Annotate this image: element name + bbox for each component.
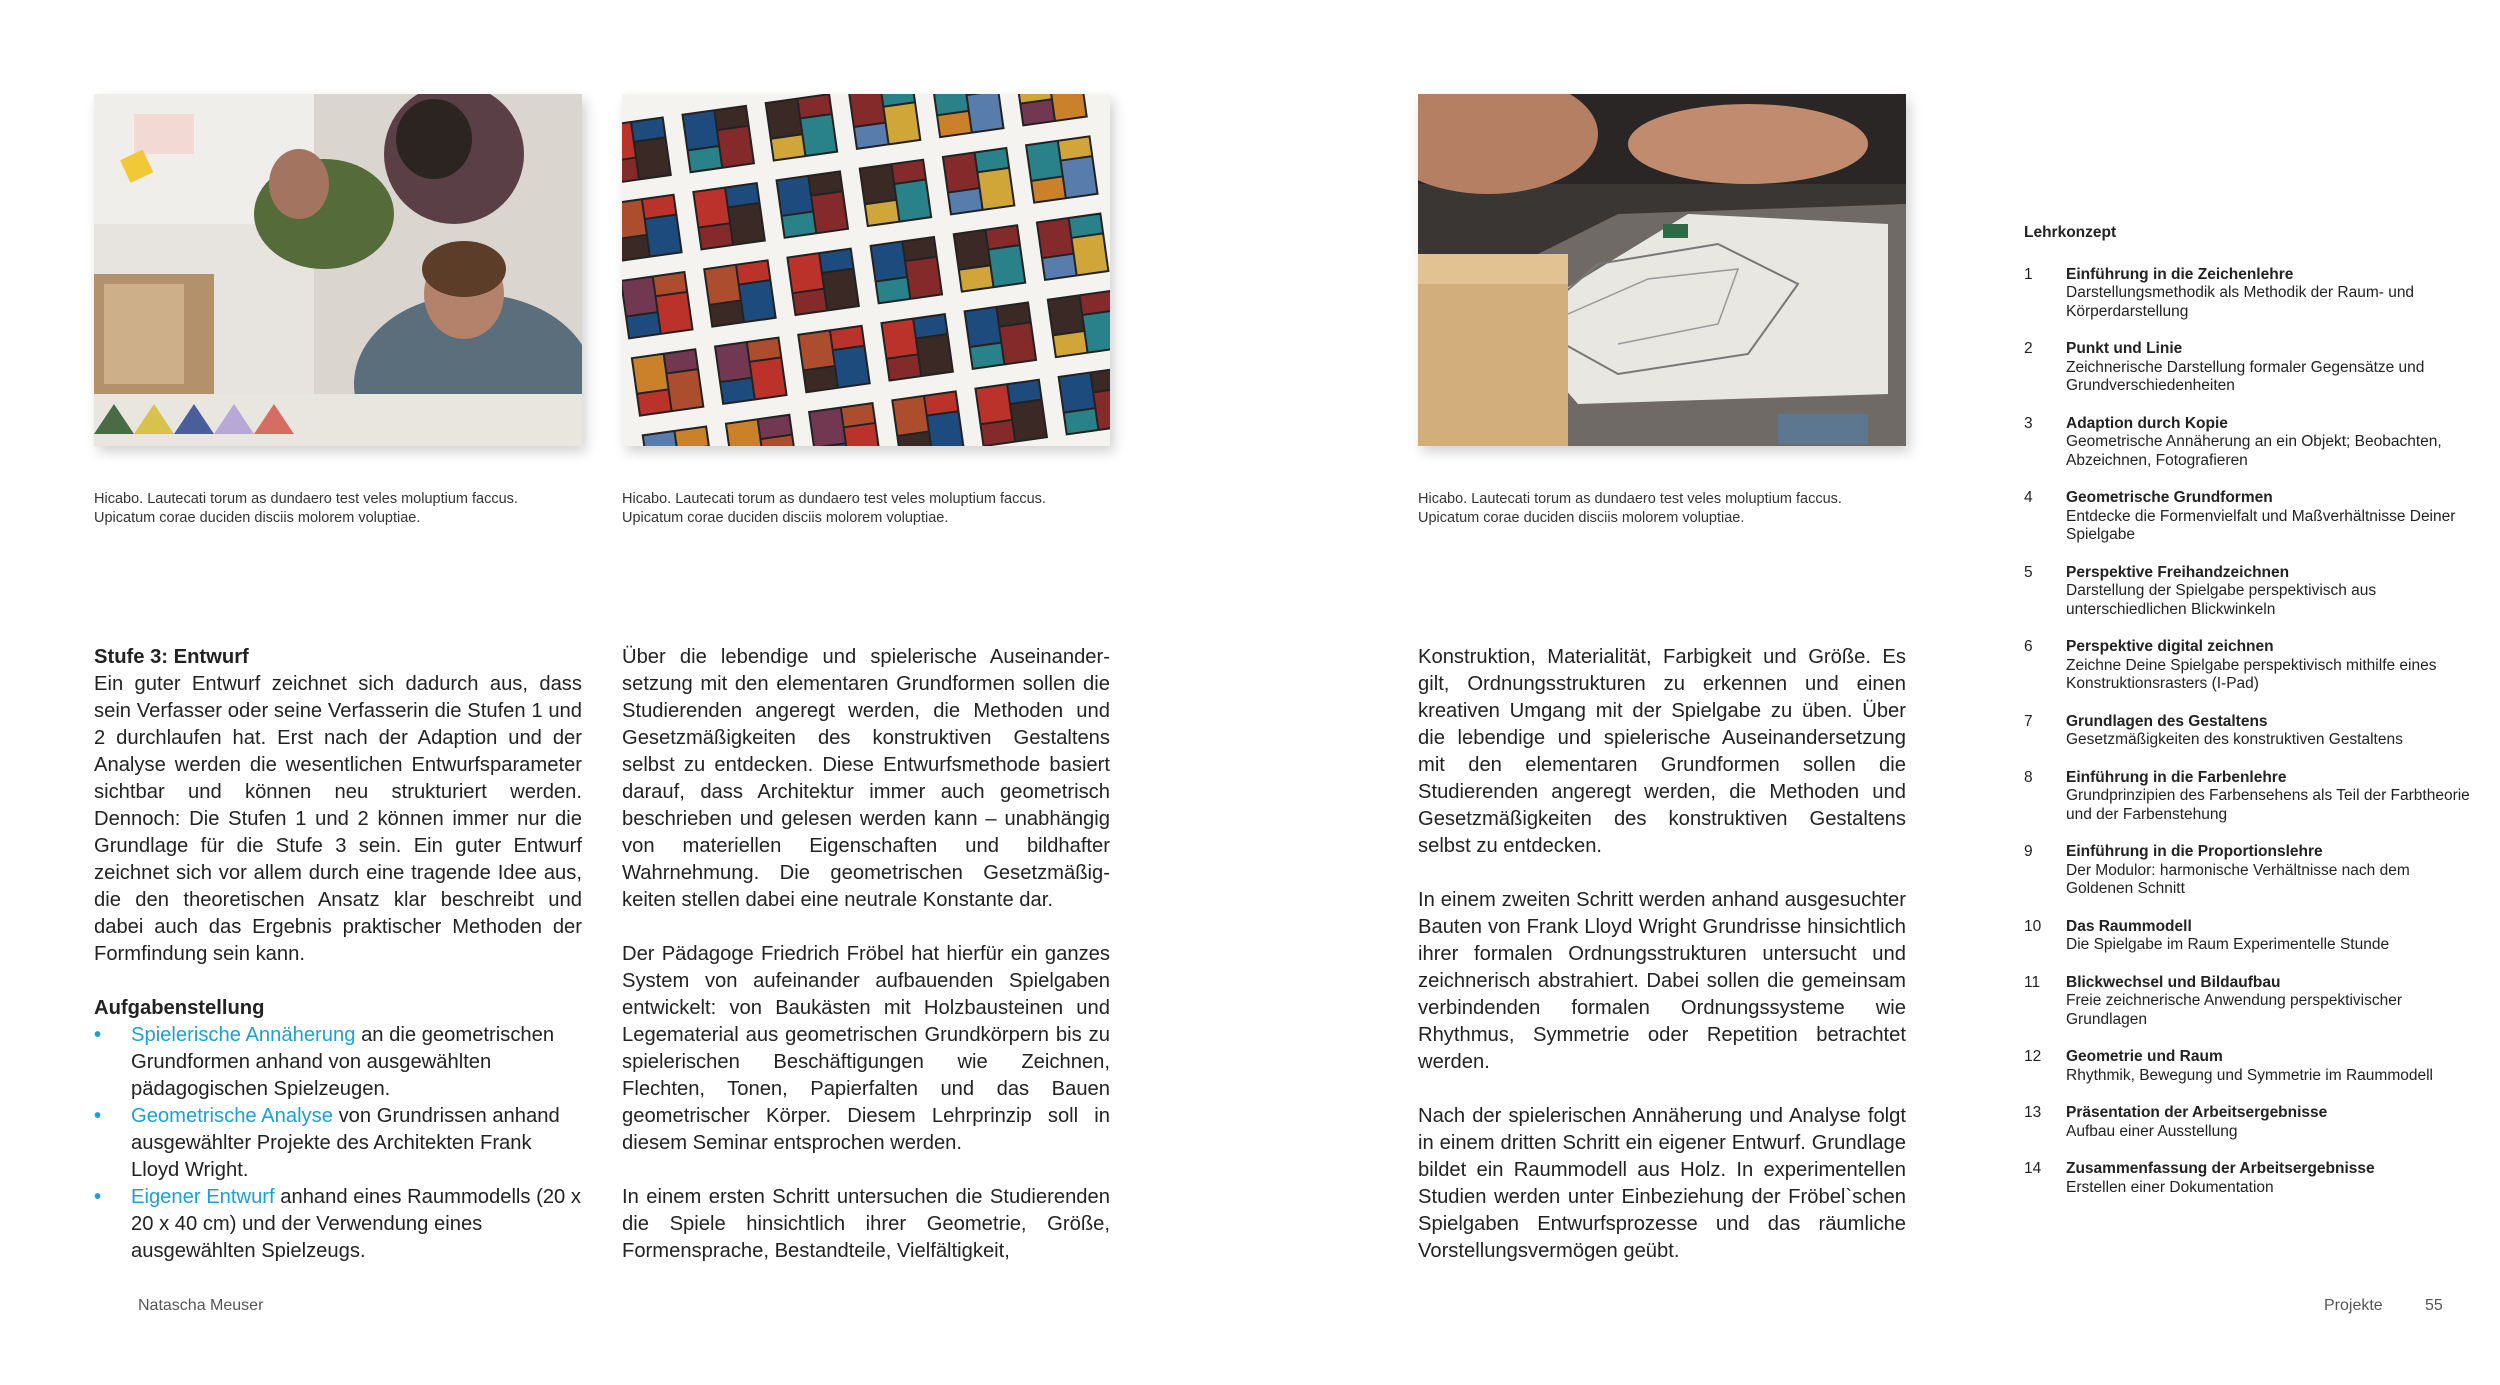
paragraph: In einem zweiten Schritt werden anhand ausgesuchter Bauten von Frank Lloyd Wright Grundrisse hinsichtlich ihrer formalen Ordnungsstrukturen untersucht und zeichnerisch abstrahiert. Dabei sollen die gemeinsam verbindenden formalen Ordnungssysteme wie Rhythmus, Symmetrie oder Repetition betrachtet werden.: [1418, 889, 1906, 1073]
bullet-icon: •: [94, 1024, 102, 1046]
task-list: [94, 1022, 582, 1265]
photo-caption: Hicabo. Lautecati torum as dundaero test veles moluptium faccus. Upicatum corae duciden disciis molorem voluptiae.: [94, 491, 518, 526]
sidebar-item-number: 3: [2024, 414, 2033, 432]
sidebar-item-number: 6: [2024, 638, 2033, 655]
sidebar-item: [2024, 638, 2474, 694]
sidebar-item-desc: Zeichne Deine Spielgabe perspektivisch mithilfe eines Konstruktionsrasters (I-Pad): [2066, 656, 2437, 692]
sidebar-item: [2024, 489, 2474, 545]
sidebar-item: [2024, 340, 2474, 396]
section-heading: Stufe 3: Entwurf: [94, 646, 249, 668]
sidebar-item-desc: Gesetzmäßigkeiten des konstruktiven Gestaltens: [2066, 731, 2403, 748]
sidebar-item: [2024, 974, 2474, 1030]
sidebar-item-number: 14: [2024, 1160, 2042, 1177]
sidebar-item-number: 1: [2024, 265, 2033, 283]
sidebar-item-desc: Darstellung der Spielgabe perspektivisch aus unterschiedlichen Blickwinkeln: [2066, 582, 2377, 618]
sidebar-item: [2024, 918, 2474, 955]
sidebar-heading: Lehrkonzept: [2024, 224, 2117, 241]
list-item: [94, 1184, 582, 1265]
sidebar-item-number: 4: [2024, 489, 2033, 506]
sidebar-item-title: Zusammenfassung der Arbeitsergebnisse: [2066, 1160, 2375, 1177]
footer-section: Projekte: [2324, 1297, 2383, 1314]
sidebar-item-number: 10: [2024, 917, 2042, 935]
paragraph: Über die lebendige und spielerische Auseinandersetzung mit den elementaren Grundformen sollen die Studierenden angeregt werden, die Methoden und Gesetzmäßigkeiten des konstruktiven Gestaltens selbst zu entdecken. Diese Entwurfsmethode basiert darauf, dass Architektur immer auch geometrisch beschrieben und gelesen werden kann – unabhängig von materiellen Eigenschaften und bildhafter Wahrnehmung. Die geometrischen Gesetzmäßigkeiten stellen dabei eine neutrale Konstante dar.: [622, 646, 1110, 911]
sidebar-item: [2024, 266, 2474, 322]
bullet-icon: •: [94, 1105, 102, 1127]
students-photo: [94, 94, 582, 446]
mondrian-grid-photo: [622, 94, 1110, 446]
text-column-2: [622, 644, 1110, 1265]
page-number: 55: [2425, 1297, 2443, 1314]
sidebar-item-title: Adaption durch Kopie: [2066, 414, 2228, 432]
sidebar-item-number: 12: [2024, 1048, 2042, 1065]
drawing-hands-photo: [1418, 94, 1906, 446]
list-item-text: anhand eines Raummodells (20 x 20 x 40 cm) und der Verwendung eines ausgewählten Spielzeugs.: [131, 1186, 581, 1262]
text-column-3: [1418, 644, 1906, 1265]
sidebar-item: [2024, 1104, 2474, 1141]
bullet-icon: •: [94, 1186, 102, 1208]
sidebar-item-number: 13: [2024, 1104, 2042, 1121]
sidebar-item-desc: Zeichnerische Darstellung formaler Gegensätze und Grundverschiedenheiten: [2066, 358, 2425, 394]
sidebar-item-title: Das Raummodell: [2066, 917, 2192, 935]
sidebar-item-number: 11: [2024, 973, 2041, 991]
sidebar-item: [2024, 564, 2474, 620]
sidebar-item-title: Perspektive Freihandzeichnen: [2066, 563, 2290, 581]
sidebar-item-desc: Geometrische Annäherung an ein Objekt; Beobachten, Abzeichnen, Fotografieren: [2066, 433, 2442, 469]
sidebar-item-desc: Die Spielgabe im Raum Experimentelle Stunde: [2066, 936, 2390, 953]
sidebar-item-title: Perspektive digital zeichnen: [2066, 638, 2274, 655]
sidebar-item: [2024, 713, 2474, 750]
sidebar-item-desc: Der Modulor: harmonische Verhältnisse nach dem Goldenen Schnitt: [2066, 861, 2410, 897]
paragraph: Ein guter Entwurf zeichnet sich dadurch aus, dass sein Verfasser oder seine Verfasserin die Stufen 1 und 2 durchlaufen hat. Erst nach der Adaption und der Analyse werden die wesentlichen Entwurfsparameter sichtbar und können neu strukturiert werden. Dennoch: Die Stufen 1 und 2 können immer nur die Grundlage für die Stufe 3 sein. Ein guter Entwurf zeichnet sich vor allem durch eine tragende Idee aus, die den theoretischen Ansatz klar beschreibt und dabei auch das Ergebnis praktischer Methoden der Formfindung sein kann.: [94, 673, 582, 965]
sidebar-item-desc: Entdecke die Formenvielfalt und Maßverhältnisse Deiner Spielgabe: [2066, 507, 2456, 543]
paragraph: Der Pädagoge Friedrich Fröbel hat hierfür ein ganzes System von aufeinander aufbauenden Spielgaben entwickelt: von Baukästen mit Holzbausteinen und Legematerial aus geometrischen Grundkörpern bis zu spielerischen Beschäftigungen wie Zeichnen, Flechten, Tonen, Papierfalten und das Bauen geometrischer Körper. Diesem Lehrprinzip soll in diesem Seminar entsprochen werden.: [622, 943, 1110, 1154]
sidebar-item-desc: Darstellungsmethodik als Methodik der Raum- und Körperdarstellung: [2066, 284, 2415, 320]
sidebar-item-title: Einführung in die Farbenlehre: [2066, 768, 2287, 786]
sidebar-item: [2024, 843, 2474, 899]
list-item-text: von Grundrissen anhand ausgewählter Projekte des Architekten Frank Lloyd Wright.: [131, 1105, 560, 1181]
paragraph: Nach der spielerischen Annäherung und Analyse folgt in einem dritten Schritt ein eigener Entwurf. Grundlage bildet ein Raummodell aus Holz. In experimentellen Studien werden unter Einbeziehung der Fröbel`schen Spielgaben Entwurfsprozesse und das räumliche Vorstellungsvermögen geübt.: [1418, 1105, 1906, 1262]
photo-caption: Hicabo. Lautecati torum as dundaero test veles moluptium faccus. Upicatum corae duciden disciis molorem voluptiae.: [1418, 491, 1842, 526]
list-item: [94, 1022, 582, 1103]
highlight-term: Spielerische Annäherung: [131, 1024, 356, 1046]
sidebar-item-number: 9: [2024, 843, 2033, 860]
sidebar-item-title: Präsentation der Arbeitsergebnisse: [2066, 1104, 2328, 1121]
sidebar-item-desc: Erstellen einer Dokumentation: [2066, 1178, 2274, 1196]
sidebar-list: [2024, 266, 2474, 1198]
sidebar-item: [2024, 415, 2474, 471]
highlight-term: Eigener Entwurf: [131, 1186, 275, 1208]
list-item: [94, 1103, 582, 1184]
paragraph: Konstruktion, Materialität, Farbigkeit und Größe. Es gilt, Ordnungsstrukturen zu erkennen und einen kreativen Umgang mit der Spielgabe zu üben. Über die lebendige und spielerische Auseinandersetzung mit den elementaren Grundformen sollen die Studierenden angeregt werden, die Methoden und Gesetzmäßigkeiten des konstruktiven Gestaltens selbst zu entdecken.: [1418, 646, 1906, 857]
task-heading: Aufgabenstellung: [94, 997, 265, 1019]
sidebar-item-desc: Grundprinzipien des Farbensehens als Teil der Farbtheorie und der Farbenstehung: [2066, 787, 2470, 823]
sidebar-item-desc: Rhythmik, Bewegung und Symmetrie im Raummodell: [2066, 1066, 2433, 1084]
sidebar-item-title: Blickwechsel und Bildaufbau: [2066, 973, 2281, 991]
sidebar-item-number: 2: [2024, 340, 2033, 357]
sidebar-item-number: 8: [2024, 768, 2033, 786]
text-column-1: [94, 644, 582, 1265]
sidebar-item-desc: Aufbau einer Ausstellung: [2066, 1122, 2238, 1140]
photo-caption: Hicabo. Lautecati torum as dundaero test veles moluptium faccus. Upicatum corae duciden disciis molorem voluptiae.: [622, 491, 1046, 526]
sidebar-item: [2024, 1048, 2474, 1085]
sidebar-item-title: Geometrische Grundformen: [2066, 489, 2273, 506]
sidebar-item-title: Einführung in die Proportionslehre: [2066, 843, 2323, 860]
list-item-text: an die geometrischen Grundformen anhand von ausgewählten pädagogischen Spielzeugen.: [131, 1024, 555, 1100]
sidebar-item-number: 7: [2024, 712, 2033, 730]
sidebar-item-title: Grundlagen des Gestaltens: [2066, 712, 2268, 730]
sidebar-item-title: Geometrie und Raum: [2066, 1048, 2223, 1065]
sidebar-item: [2024, 769, 2474, 825]
paragraph: In einem ersten Schritt untersuchen die Studierenden die Spiele hinsichtlich ihrer Geometrie, Größe, Formensprache, Bestandteile, Vielfältigkeit,: [622, 1186, 1110, 1262]
lehrkonzept-sidebar: [2024, 224, 2474, 1216]
sidebar-item: [2024, 1160, 2474, 1197]
sidebar-item-title: Punkt und Linie: [2066, 340, 2183, 357]
sidebar-item-desc: Freie zeichnerische Anwendung perspektivischer Grundlagen: [2066, 992, 2403, 1028]
highlight-term: Geometrische Analyse: [131, 1105, 333, 1127]
footer-author: Natascha Meuser: [138, 1297, 264, 1314]
sidebar-item-number: 5: [2024, 563, 2033, 581]
sidebar-item-title: Einführung in die Zeichenlehre: [2066, 265, 2294, 283]
